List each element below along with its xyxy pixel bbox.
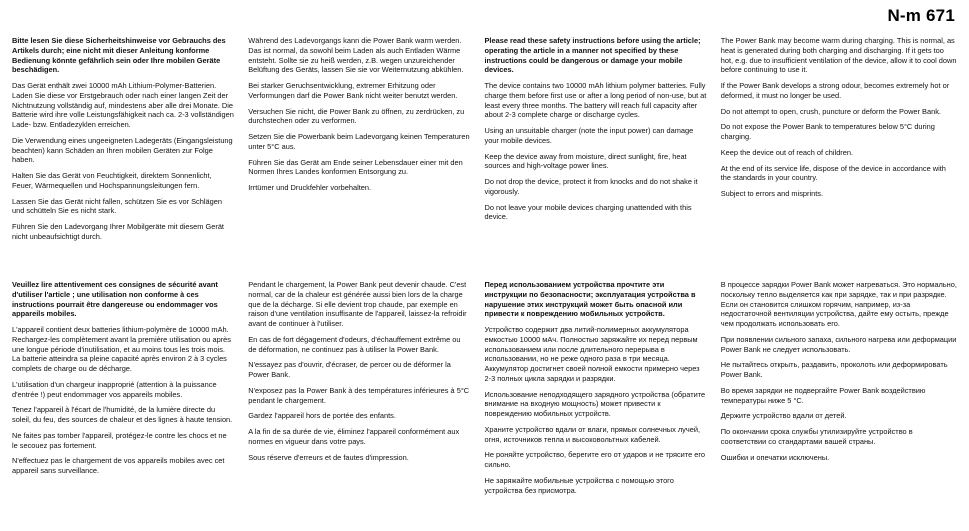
- paragraph: Держите устройство вдали от детей.: [720, 411, 847, 421]
- paragraph: N'effectuez pas le chargement de vos appareils mobiles avec cet appareil sans surveillance.: [12, 456, 225, 476]
- paragraph: Please read these safety instructions before using the article; operating the article in a manner not specified by these instructions could be dangerous or damage your mobile devices.: [484, 36, 701, 75]
- paragraph: При появлении сильного запаха, сильного нагрева или деформации Power Bank не следует использовать.: [720, 334, 957, 354]
- paragraph: Во время зарядки не подвергайте Power Bank воздействию температуры ниже 5 °C.: [720, 385, 926, 405]
- paragraph: Не пытайтесь открыть, раздавить, проколоть или деформировать Power Bank.: [720, 360, 948, 380]
- paragraph: Lassen Sie das Gerät nicht fallen, schützen Sie es vor Schlägen und schütteln Sie es nicht stark.: [12, 196, 222, 216]
- paragraph: Храните устройство вдали от влаги, прямых солнечных лучей, огня, источников тепла и высоковольтных кабелей.: [484, 424, 701, 444]
- paragraph: Do not expose the Power Bank to temperatures below 5°C during charging.: [720, 122, 935, 142]
- paragraph: В процессе зарядки Power Bank может нагреваться. Это нормально, поскольку тепло выделяется как при зарядке, так и при разрядке. Если он становится слишком горячим, например, из-за недостаточной вентиляции устройства, дайте ему остыть, прежде чем продолжать использовать его.: [720, 280, 957, 329]
- paragraph: The device contains two 10000 mAh lithium polymer batteries. Fully charge them before first use or after a long period of non-use, but at least every three months. The battery will reach full capacity after about 2-3 complete charge or discharge cycles.: [484, 81, 707, 120]
- column-ru-2: [721, 280, 957, 502]
- paragraph: Veuillez lire attentivement ces consignes de sécurité avant d'utiliser l'article ; une utilisation non conforme à ces instructions pourrait être dangereuse ou endommager vos appareils mobiles.: [12, 280, 218, 319]
- paragraph: Halten Sie das Gerät von Feuchtigkeit, direktem Sonnenlicht, Feuer, Wärmequellen und Hochspannungsleitungen fern.: [12, 171, 212, 190]
- paragraph: Führen Sie den Ladevorgang Ihrer Mobilgeräte mit diesem Gerät nicht unbeaufsichtigt durch.: [12, 222, 224, 242]
- column-ru-1: [485, 280, 721, 502]
- paragraph: Tenez l'appareil à l'écart de l'humidité, de la lumière directe du soleil, du feu, des sources de chaleur et des lignes à haute tension.: [12, 405, 233, 425]
- paragraph: Während des Ladevorgangs kann die Power Bank warm werden. Das ist normal, da sowohl beim Laden als auch Entladen Wärme entsteht. Sollte sie zu heiß werden, z.B. wegen unzureichender Belüftung des Geräts, lassen Sie sie vor Weiternutzung abkühlen.: [248, 36, 464, 75]
- column-en-1: [485, 36, 721, 248]
- paragraph: Bei starker Geruchsentwicklung, extremer Erhitzung oder Verformungen darf die Power Bank nicht weiter benutzt werden.: [248, 81, 458, 100]
- paragraph: Перед использованием устройства прочтите эти инструкции по безопасности; эксплуатация устройства в нарушение этих инструкций может быть опасной или привести к повреждению мобильных устройств.: [484, 280, 696, 319]
- paragraph: Gardez l'appareil hors de portée des enfants.: [248, 411, 396, 421]
- top-columns-row: [12, 36, 957, 248]
- paragraph: Using an unsuitable charger (note the input power) can damage your mobile devices.: [484, 126, 694, 145]
- paragraph: Führen Sie das Gerät am Ende seiner Lebensdauer einer mit den Normen Ihres Landes konformen Entsorgung zu.: [248, 157, 463, 177]
- paragraph: Keep the device away from moisture, direct sunlight, fire, heat sources and high-voltage power lines.: [484, 151, 687, 171]
- paragraph: Keep the device out of reach of children.: [720, 147, 854, 157]
- paragraph: Do not drop the device, protect it from knocks and do not shake it vigorously.: [484, 177, 698, 196]
- paragraph: L'utilisation d'un chargeur inapproprié (attention à la puissance d'entrée !) peut endommager vos appareils mobiles.: [12, 379, 217, 399]
- paragraph: The Power Bank may become warm during charging. This is normal, as heat is generated during both charging and discharging. If it gets too hot, e.g. due to insufficient ventilation of the device, allow it to cool down before continuing to use it.: [720, 36, 957, 75]
- paragraph: Sous réserve d'erreurs et de fautes d'impression.: [248, 452, 409, 462]
- paragraph: Irrtümer und Druckfehler vorbehalten.: [248, 183, 372, 193]
- paragraph: N'exposez pas la Power Bank à des températures inférieures à 5°C pendant le chargement.: [248, 385, 470, 405]
- paragraph: Ошибки и опечатки исключены.: [720, 452, 830, 462]
- paragraph: Setzen Sie die Powerbank beim Ladevorgang keinen Temperaturen unter 5°C aus.: [248, 132, 470, 151]
- paragraph: Subject to errors and misprints.: [720, 189, 824, 199]
- paragraph: L'appareil contient deux batteries lithium-polymère de 10000 mAh. Rechargez-les complètement avant la première utilisation ou après une longue période d'inutilisation, et au moins tous les trois mois. La batterie atteindra sa pleine capacité après environ 2 à 3 cycles complets de charge ou de décharge.: [12, 325, 231, 374]
- column-de-1: [12, 36, 248, 248]
- paragraph: N'essayez pas d'ouvrir, d'écraser, de percer ou de déformer la Power Bank.: [248, 360, 451, 380]
- page-title: N-m 671: [887, 6, 955, 25]
- paragraph: Не роняйте устройство, берегите его от ударов и не трясите его сильно.: [484, 450, 706, 470]
- column-fr-1: [12, 280, 248, 502]
- paragraph: Устройство содержит два литий-полимерных аккумулятора емкостью 10000 мАч. Полностью заряжайте их перед первым использованием или после длительного перерыва в использовании, но не реже одного раза в три месяца. Аккумулятор достигнет своей полной емкости примерно через 2-3 полных цикла зарядки и разрядки.: [484, 325, 700, 383]
- paragraph: Ne faites pas tomber l'appareil, protégez-le contre les chocs et ne le secouez pas fortement.: [12, 430, 227, 450]
- paragraph: En cas de fort dégagement d'odeurs, d'échauffement extrême ou de déformation, ne continuez pas à utiliser la Power Bank.: [248, 334, 461, 354]
- paragraph: At the end of its service life, dispose of the device in accordance with the standards in your country.: [720, 163, 946, 183]
- paragraph: Das Gerät enthält zwei 10000 mAh Lithium-Polymer-Batterien. Laden Sie diese vor Erstgebrauch oder nach einer langen Zeit der Nichtnutzung vollständig auf, mindestens aber alle drei Monate. Die Batterie wird ihre volle Leistungsfähigkeit nach ca. 2-3 vollständigen Lade- bzw. Entladezyklen erreichen.: [12, 81, 234, 130]
- column-fr-2: [248, 280, 484, 502]
- paragraph: Do not leave your mobile devices charging unattended with this device.: [484, 202, 692, 222]
- paragraph: Bitte lesen Sie diese Sicherheitshinweise vor Gebrauchs des Artikels durch; eine nicht mit dieser Anleitung konforme Bedienung könnte gefährlich sein oder Ihre mobilen Geräte beschädigen.: [12, 36, 226, 75]
- paragraph: If the Power Bank develops a strong odour, becomes extremely hot or deformed, it must no longer be used.: [720, 81, 950, 100]
- paragraph: Использование неподходящего зарядного устройства (обратите внимание на входную мощность) может привести к повреждению мобильных устройств.: [484, 389, 706, 419]
- paragraph: A la fin de sa durée de vie, éliminez l'appareil conformément aux normes en vigueur dans votre pays.: [248, 427, 460, 446]
- paragraph: Versuchen Sie nicht, die Power Bank zu öffnen, zu zerdrücken, zu durchstechen oder zu verformen.: [248, 106, 465, 126]
- paragraph: Die Verwendung eines ungeeigneten Ladegeräts (Eingangsleistung beachten) kann Schäden an Ihren mobilen Geräten zur Folge haben.: [12, 135, 233, 165]
- bottom-columns-row: [12, 280, 957, 502]
- paragraph: Не заряжайте мобильные устройства с помощью этого устройства без присмотра.: [484, 476, 674, 495]
- paragraph: Pendant le chargement, la Power Bank peut devenir chaude. C'est normal, car de la chaleur est générée aussi bien lors de la charge que de la décharge. Si elle devient trop chaude, par exemple en raison d'une ventilation insuffisante de l'appareil, laissez-la refroidir avant de continuer à l'utiliser.: [248, 280, 467, 329]
- paragraph: Do not attempt to open, crush, puncture or deform the Power Bank.: [720, 106, 941, 116]
- column-en-2: [721, 36, 957, 248]
- paragraph: По окончании срока службы утилизируйте устройство в соответствии со стандартами вашей страны.: [720, 427, 913, 446]
- column-de-2: [248, 36, 484, 248]
